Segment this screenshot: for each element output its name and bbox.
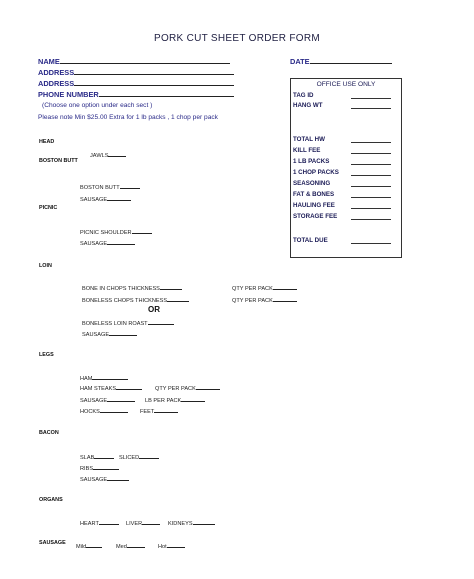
phone-field[interactable] bbox=[38, 90, 234, 99]
boneless-roast-label: BONELESS LOIN ROAST bbox=[82, 321, 148, 327]
picnic-sausage-field[interactable] bbox=[80, 238, 135, 247]
legs-sausage-label: SAUSAGE bbox=[80, 398, 108, 404]
picnic-sausage-line[interactable] bbox=[107, 238, 135, 245]
address-line-1[interactable] bbox=[74, 68, 234, 75]
name-line[interactable] bbox=[60, 57, 230, 64]
office-line-1lb-packs[interactable] bbox=[351, 158, 391, 165]
or-label: OR bbox=[148, 305, 160, 314]
loin-sausage-label: SAUSAGE bbox=[82, 332, 110, 338]
hocks-field[interactable] bbox=[80, 406, 128, 415]
picnic-shoulder-line[interactable] bbox=[132, 227, 152, 234]
heart-label: HEART bbox=[80, 521, 99, 527]
ham-label: HAM bbox=[80, 376, 93, 382]
name-field[interactable] bbox=[38, 57, 230, 66]
liver-field[interactable] bbox=[126, 518, 160, 527]
picnic-shoulder-field[interactable] bbox=[80, 227, 152, 236]
ham-line[interactable] bbox=[92, 373, 128, 380]
legs-sausage-field[interactable] bbox=[80, 395, 135, 404]
instruction-note: Please note Min $25.00 Extra for 1 lb packs , 1 chop per pack bbox=[38, 114, 218, 121]
office-row-seasoning: SEASONING bbox=[293, 180, 331, 187]
boston-butt-field[interactable] bbox=[80, 182, 140, 191]
loin-qty-line-2[interactable] bbox=[273, 295, 297, 302]
section-head: HEAD bbox=[39, 139, 55, 145]
sliced-line[interactable] bbox=[139, 452, 159, 459]
address-label-2: ADDRESS bbox=[38, 79, 75, 88]
office-row-kill-fee: KILL FEE bbox=[293, 147, 321, 154]
loin-sausage-field[interactable] bbox=[82, 329, 137, 338]
boston-sausage-label: SAUSAGE bbox=[80, 197, 108, 203]
address-line-2[interactable] bbox=[74, 79, 234, 86]
loin-qty-field-1[interactable] bbox=[232, 283, 297, 292]
boneless-label: BONELESS CHOPS THICKNESS bbox=[82, 298, 168, 304]
ham-steaks-line[interactable] bbox=[116, 383, 142, 390]
office-line-seasoning[interactable] bbox=[351, 180, 391, 187]
instruction-choose: (Choose one option under each sect ) bbox=[42, 102, 153, 109]
feet-label: FEET bbox=[140, 409, 155, 415]
section-sausage: SAUSAGE bbox=[39, 540, 66, 546]
office-row-1chop-packs: 1 CHOP PACKS bbox=[293, 169, 339, 176]
boston-sausage-line[interactable] bbox=[107, 194, 131, 201]
section-picnic: PICNIC bbox=[39, 205, 58, 211]
heart-line[interactable] bbox=[99, 518, 119, 525]
ribs-label: RIBS bbox=[80, 466, 94, 472]
office-line-tag-id[interactable] bbox=[351, 92, 391, 99]
ham-steaks-field[interactable] bbox=[80, 383, 142, 392]
jawls-label: JAWLS bbox=[90, 153, 109, 159]
office-row-fat-bones: FAT & BONES bbox=[293, 191, 335, 198]
heart-field[interactable] bbox=[80, 518, 119, 527]
mild-field[interactable] bbox=[76, 541, 102, 550]
hot-line[interactable] bbox=[167, 541, 185, 548]
boneless-field[interactable] bbox=[82, 295, 189, 304]
office-row-storage-fee: STORAGE FEE bbox=[293, 213, 338, 220]
date-line[interactable] bbox=[310, 57, 392, 64]
section-organs: ORGANS bbox=[39, 497, 63, 503]
ribs-field[interactable] bbox=[80, 463, 119, 472]
address-label-1: ADDRESS bbox=[38, 68, 75, 77]
office-line-hauling-fee[interactable] bbox=[351, 202, 391, 209]
feet-field[interactable] bbox=[140, 406, 178, 415]
office-line-total-hw[interactable] bbox=[351, 136, 391, 143]
office-line-hang-wt[interactable] bbox=[351, 102, 391, 109]
office-row-1lb-packs: 1 LB PACKS bbox=[293, 158, 330, 165]
office-line-kill-fee[interactable] bbox=[351, 147, 391, 154]
phone-label: PHONE NUMBER bbox=[38, 90, 99, 99]
ribs-line[interactable] bbox=[93, 463, 119, 470]
office-line-fat-bones[interactable] bbox=[351, 191, 391, 198]
office-row-tag-id: TAG ID bbox=[293, 92, 314, 99]
boneless-line[interactable] bbox=[167, 295, 189, 302]
section-boston-butt: BOSTON BUTT bbox=[39, 158, 78, 164]
office-row-total-due: TOTAL DUE bbox=[293, 237, 328, 244]
legs-qty-line[interactable] bbox=[196, 383, 220, 390]
loin-qty-label-2: QTY PER PACK bbox=[232, 298, 273, 304]
office-line-1chop-packs[interactable] bbox=[351, 169, 391, 176]
lb-per-pack-line[interactable] bbox=[181, 395, 205, 402]
boston-sausage-field[interactable] bbox=[80, 194, 131, 203]
kidneys-field[interactable] bbox=[168, 518, 215, 527]
office-line-storage-fee[interactable] bbox=[351, 213, 391, 220]
picnic-sausage-label: SAUSAGE bbox=[80, 241, 108, 247]
kidneys-line[interactable] bbox=[193, 518, 215, 525]
liver-line[interactable] bbox=[142, 518, 160, 525]
boston-butt-label: BOSTON BUTT bbox=[80, 185, 120, 191]
office-row-hang-wt: HANG WT bbox=[293, 102, 323, 109]
slab-label: SLAB bbox=[80, 455, 95, 461]
hot-label: Hot bbox=[158, 544, 167, 550]
jawls-field[interactable] bbox=[90, 150, 126, 159]
loin-qty-label-1: QTY PER PACK bbox=[232, 286, 273, 292]
office-row-total-hw: TOTAL HW bbox=[293, 136, 325, 143]
sliced-field[interactable] bbox=[119, 452, 159, 461]
bone-in-line[interactable] bbox=[160, 283, 182, 290]
address-field-2[interactable] bbox=[38, 79, 234, 88]
legs-qty-field[interactable] bbox=[155, 383, 220, 392]
legs-sausage-line[interactable] bbox=[107, 395, 135, 402]
bone-in-label: BONE IN CHOPS THICKNESS bbox=[82, 286, 160, 292]
sliced-label: SLICED bbox=[119, 455, 140, 461]
hocks-label: HOCKS bbox=[80, 409, 100, 415]
name-label: NAME bbox=[38, 57, 60, 66]
office-row-hauling-fee: HAULING FEE bbox=[293, 202, 335, 209]
phone-line[interactable] bbox=[99, 90, 234, 97]
date-field[interactable] bbox=[290, 57, 392, 66]
ham-steaks-label: HAM STEAKS bbox=[80, 386, 117, 392]
slab-field[interactable] bbox=[80, 452, 114, 461]
jawls-line[interactable] bbox=[108, 150, 126, 157]
feet-line[interactable] bbox=[154, 406, 178, 413]
slab-line[interactable] bbox=[94, 452, 114, 459]
boneless-roast-line[interactable] bbox=[148, 318, 174, 325]
office-use-title: OFFICE USE ONLY bbox=[316, 81, 376, 88]
mild-line[interactable] bbox=[86, 541, 102, 548]
boston-butt-line[interactable] bbox=[120, 182, 140, 189]
section-legs: LEGS bbox=[39, 352, 54, 358]
office-line-total-due[interactable] bbox=[351, 237, 391, 244]
med-label: Med bbox=[116, 544, 127, 550]
section-bacon: BACON bbox=[39, 430, 59, 436]
ham-field[interactable] bbox=[80, 373, 128, 382]
hot-field[interactable] bbox=[158, 541, 185, 550]
bacon-sausage-field[interactable] bbox=[80, 474, 129, 483]
liver-label: LIVER bbox=[126, 521, 143, 527]
bacon-sausage-label: SAUSAGE bbox=[80, 477, 108, 483]
page-title: PORK CUT SHEET ORDER FORM bbox=[153, 33, 321, 44]
med-field[interactable] bbox=[116, 541, 145, 550]
legs-qty-label: QTY PER PACK bbox=[155, 386, 196, 392]
hocks-line[interactable] bbox=[100, 406, 128, 413]
lb-per-pack-field[interactable] bbox=[145, 395, 205, 404]
bacon-sausage-line[interactable] bbox=[107, 474, 129, 481]
date-label: DATE bbox=[290, 57, 310, 66]
section-loin: LOIN bbox=[39, 263, 52, 269]
office-use-box bbox=[290, 78, 402, 258]
kidneys-label: KIDNEYS bbox=[168, 521, 193, 527]
loin-qty-field-2[interactable] bbox=[232, 295, 297, 304]
boneless-roast-field[interactable] bbox=[82, 318, 174, 327]
bone-in-field[interactable] bbox=[82, 283, 182, 292]
mild-label: Mild bbox=[76, 544, 87, 550]
address-field-1[interactable] bbox=[38, 68, 234, 77]
loin-qty-line-1[interactable] bbox=[273, 283, 297, 290]
lb-per-pack-label: LB PER PACK bbox=[145, 398, 182, 404]
med-line[interactable] bbox=[127, 541, 145, 548]
loin-sausage-line[interactable] bbox=[109, 329, 137, 336]
picnic-shoulder-label: PICNIC SHOULDER bbox=[80, 230, 132, 236]
